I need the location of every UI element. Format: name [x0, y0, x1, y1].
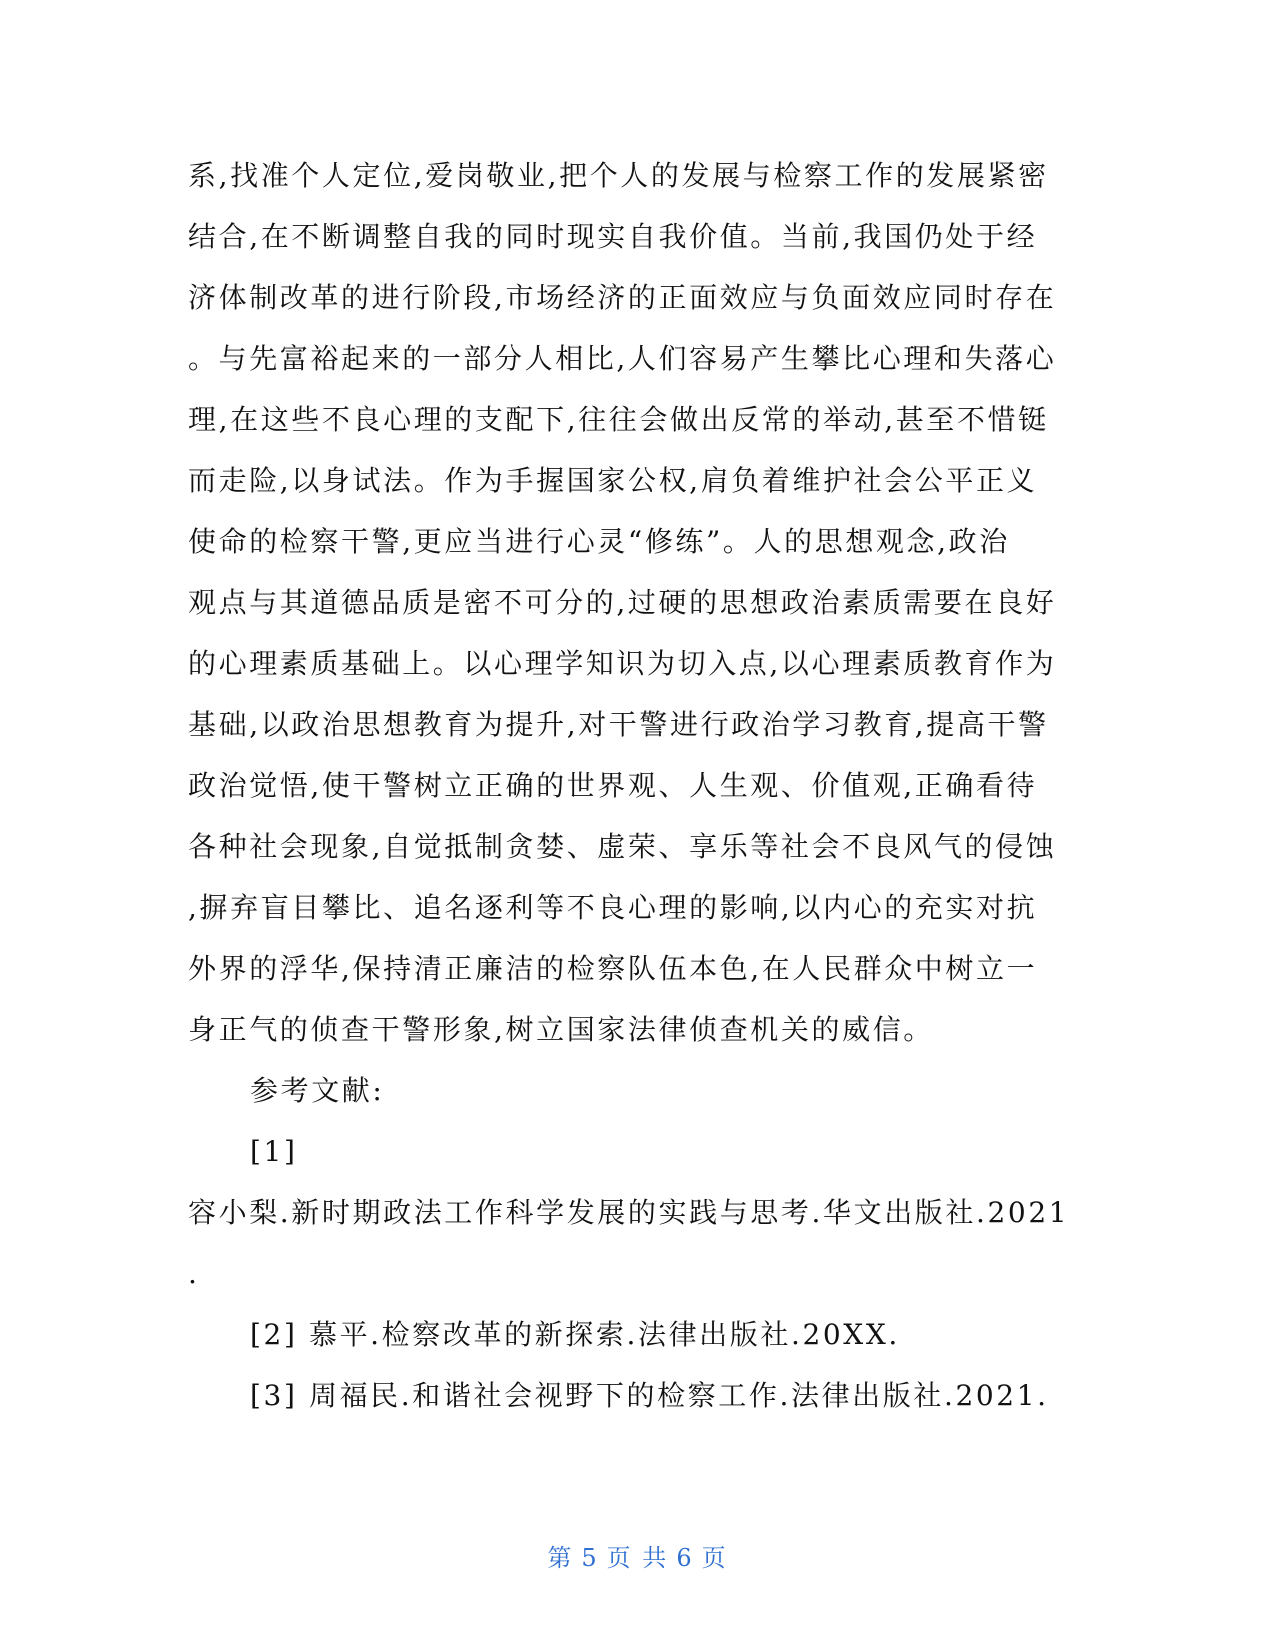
references-heading: 参考文献: — [250, 1074, 385, 1107]
reference-1-text: 容小梨.新时期政法工作科学发展的实践与思考.华文出版社.2021 — [188, 1196, 1070, 1229]
paragraph-line: 而走险,以身试法。作为手握国家公权,肩负着维护社会公平正义 — [188, 464, 1038, 497]
paragraph-line: 。与先富裕起来的一部分人相比,人们容易产生攀比心理和失落心 — [188, 342, 1057, 375]
reference-1-marker: [1] — [250, 1135, 298, 1168]
footer-middle: 页 共 — [606, 1544, 669, 1572]
paragraph-line: 政治觉悟,使干警树立正确的世界观、人生观、价值观,正确看待 — [188, 769, 1038, 802]
paragraph-line: 基础,以政治思想教育为提升,对干警进行政治学习教育,提高干警 — [188, 708, 1049, 741]
reference-2: [2] 慕平.检察改革的新探索.法律出版社.20XX. — [250, 1318, 900, 1351]
paragraph-line: 使命的检察干警,更应当进行心灵“修练”。人的思想观念,政治 — [188, 525, 1010, 558]
body-text — [188, 145, 1068, 1426]
footer-suffix: 页 — [701, 1544, 728, 1572]
footer-current-page: 5 — [581, 1544, 599, 1572]
footer-prefix: 第 — [547, 1544, 574, 1572]
paragraph-line: 结合,在不断调整自我的同时现实自我价值。当前,我国仍处于经 — [188, 220, 1038, 253]
footer-total-pages: 6 — [676, 1544, 694, 1572]
paragraph-line: ,摒弃盲目攀比、追名逐利等不良心理的影响,以内心的充实对抗 — [188, 891, 1038, 924]
paragraph-line: 的心理素质基础上。以心理学知识为切入点,以心理素质教育作为 — [188, 647, 1057, 680]
paragraph-line: 系,找准个人定位,爱岗敬业,把个人的发展与检察工作的发展紧密 — [188, 159, 1049, 192]
paragraph-line: 理,在这些不良心理的支配下,往往会做出反常的举动,甚至不惜铤 — [188, 403, 1049, 436]
reference-3: [3] 周福民.和谐社会视野下的检察工作.法律出版社.2021. — [250, 1379, 1049, 1412]
paragraph-line: 外界的浮华,保持清正廉洁的检察队伍本色,在人民群众中树立一 — [188, 952, 1038, 985]
page-footer — [0, 1538, 1275, 1573]
paragraph-line: 济体制改革的进行阶段,市场经济的正面效应与负面效应同时存在 — [188, 281, 1057, 314]
paragraph-line: 身正气的侦查干警形象,树立国家法律侦查机关的威信。 — [188, 1013, 934, 1046]
paragraph-line: 各种社会现象,自觉抵制贪婪、虚荣、享乐等社会不良风气的侵蚀 — [188, 830, 1057, 863]
reference-1-tail: . — [188, 1257, 200, 1290]
paragraph-line: 观点与其道德品质是密不可分的,过硬的思想政治素质需要在良好 — [188, 586, 1057, 619]
